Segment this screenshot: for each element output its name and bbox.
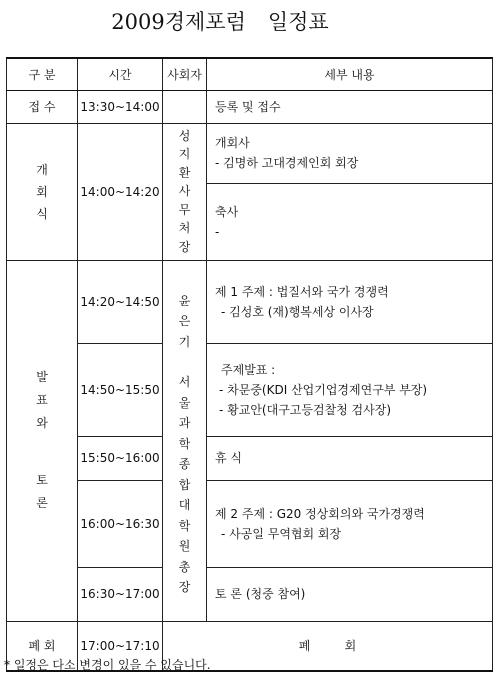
moderator-char: 무 [178,202,191,217]
congrats-title: 축사 [215,204,239,219]
opening-char: 회 [36,184,48,199]
opening-char: 개 [36,162,48,177]
moderator-char: 지 [178,147,191,162]
opening-speech-title: 개회사 [215,136,250,150]
break-detail: 휴 식 [207,436,493,480]
discussion-time: 16:30~17:00 [78,567,163,621]
opening-row-1 [7,123,493,183]
title-main: 2009경제포럼 [111,10,246,34]
session-1-row [7,260,493,343]
opening-speech-speaker: - 김명하 고대경제인회 회장 [215,156,359,170]
session-1-speaker: - 김성호 (재)행복세상 이사장 [221,304,374,319]
discussion-category [7,260,78,621]
opening-time: 14:00~14:20 [78,123,163,260]
closing-detail [163,621,493,671]
discussion-detail: 토 론 (청중 참여) [207,567,493,621]
moderator-char: 울 [178,395,191,410]
moderator-char: 학 [178,518,191,533]
congrats-speaker: - [215,224,220,239]
session-4-topic: 제 2 주제 : G20 정상회의와 국가경쟁력 [215,506,425,521]
session-2-row [7,343,493,436]
moderator-char: 장 [178,580,191,594]
discussion-moderator [163,260,207,621]
opening-char: 식 [36,206,48,221]
discussion-char: 론 [36,496,48,510]
session-1-time: 14:20~14:50 [78,260,163,343]
moderator-char: 처 [178,221,191,236]
reception-category: 접 수 [7,90,78,123]
header-details: 세부 내용 [207,58,493,90]
header-row [7,58,493,90]
moderator-char: 서 [178,375,191,389]
moderator-char: 과 [178,416,191,430]
discussion-char: 토 [36,473,48,487]
moderator-char: 대 [178,498,191,512]
discussion-row [7,567,493,621]
moderator-char: 총 [178,559,191,574]
break-time: 15:50~16:00 [78,436,163,480]
reception-detail: 등록 및 접수 [207,90,493,123]
moderator-char: 학 [178,436,191,451]
moderator-char: 원 [178,539,191,553]
opening-category [7,123,78,260]
title-suffix: 일정표 [267,10,329,34]
moderator-char: 종 [178,457,191,471]
closing-time: 17:00~17:10 [78,621,163,671]
session-1-detail [207,260,493,343]
session-1-topic: 제 1 주제 : 법질서와 국가 경쟁력 [215,284,389,299]
congrats-cell [207,183,493,260]
session-4-detail [207,480,493,567]
session-2-detail [207,343,493,436]
session-4-speaker: - 사공일 무역협회 회장 [221,526,342,541]
moderator-char: 은 [178,314,191,328]
moderator-char: 기 [178,334,191,349]
page-title [0,6,440,36]
closing-category: 폐 회 [7,621,78,671]
schedule-table [6,57,493,672]
header-category: 구 분 [7,58,78,90]
session-2-speaker-1: - 차문중(KDI 산업기업경제연구부 부장) [219,382,428,397]
footnote: * 일정은 다소 변경이 있을 수 있습니다. [4,658,211,672]
reception-moderator [163,90,207,123]
closing-label: 폐 회 [298,639,357,654]
session-2-title: 주제발표 : [221,362,276,377]
moderator-char: 사 [178,184,191,199]
moderator-char: 합 [178,477,191,492]
session-4-time: 16:00~16:30 [78,480,163,567]
reception-time: 13:30~14:00 [78,90,163,123]
opening-speech-cell [207,123,493,183]
moderator-char: 장 [178,239,191,254]
session-2-speaker-2: - 황교안(대구고등검찰청 검사장) [219,402,392,417]
moderator-char: 윤 [178,293,191,308]
header-time: 시간 [78,58,163,90]
session-2-time: 14:50~15:50 [78,343,163,436]
discussion-char: 표 [36,393,48,407]
reception-row [7,90,493,123]
moderator-char: 환 [178,165,191,180]
opening-moderator [163,123,207,260]
session-4-row [7,480,493,567]
moderator-char: 성 [178,128,191,143]
header-moderator: 사회자 [163,58,207,90]
discussion-char: 와 [36,416,48,430]
discussion-char: 발 [36,370,48,384]
break-row [7,436,493,480]
